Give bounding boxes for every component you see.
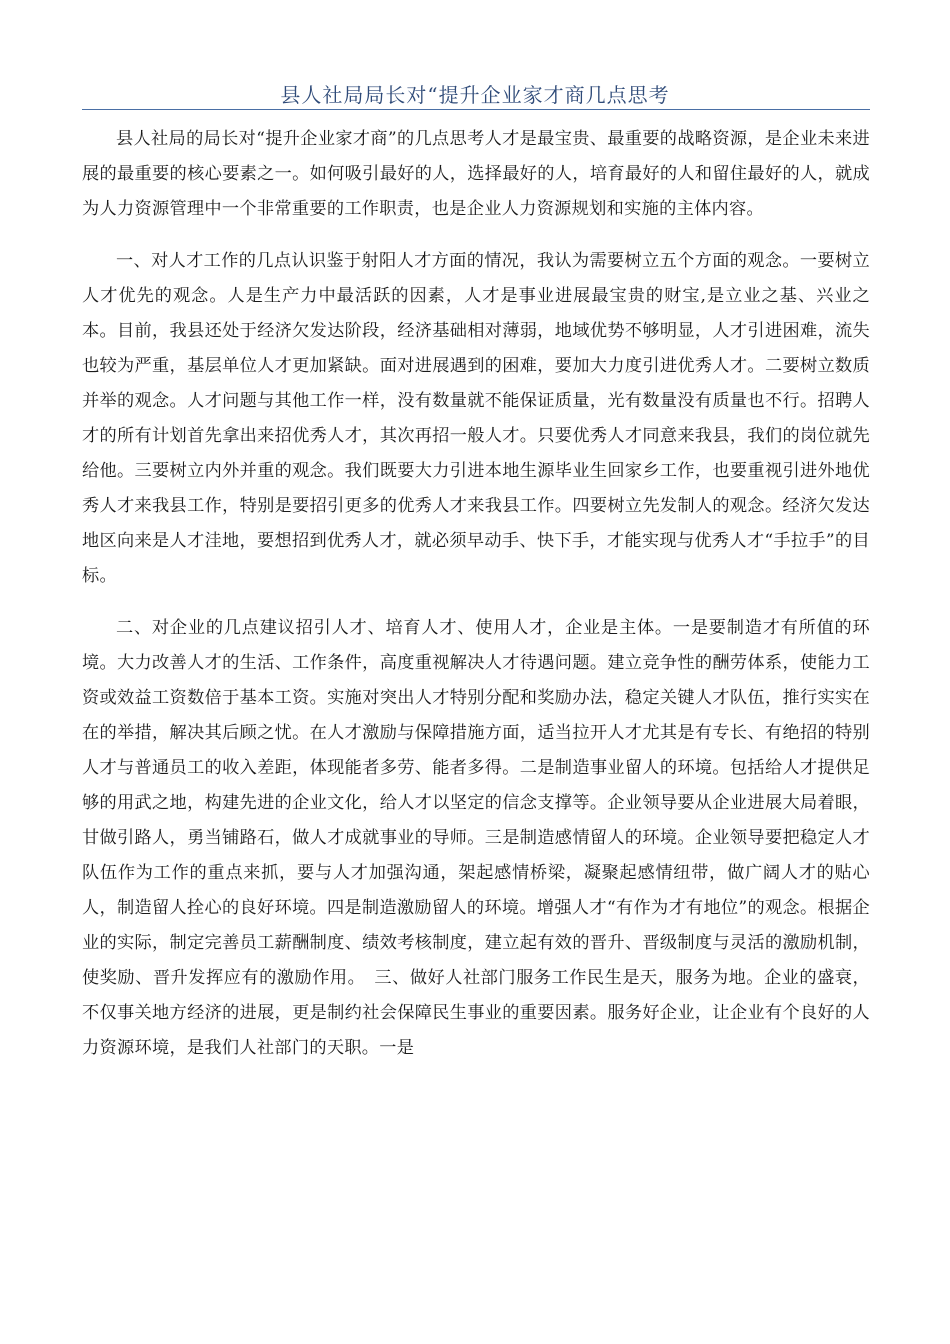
paragraph-intro: 县人社局的局长对“提升企业家才商”的几点思考人才是最宝贵、最重要的战略资源，是企业未来进展的最重要的核心要素之一。如何吸引最好的人，选择最好的人，培育最好的人和留住最好的人，就成为人力资源管理中一个非常重要的工作职责，也是企业人力资源规划和实施的主体内容。 bbox=[82, 129, 870, 219]
document-body bbox=[82, 122, 870, 1083]
document-title: 县人社局局长对“提升企业家才商几点思考 bbox=[280, 83, 670, 107]
paragraph-section-one: 一、对人才工作的几点认识鉴于射阳人才方面的情况，我认为需要树立五个方面的观念。一要树立人才优先的观念。人是生产力中最活跃的因素，人才是事业进展最宝贵的财宝,是立业之基、兴业之本。目前，我县还处于经济欠发达阶段，经济基础相对薄弱，地域优势不够明显，人才引进困难，流失也较为严重，基层单位人才更加紧缺。面对进展遇到的困难，要加大力度引进优秀人才。二要树立数质并举的观念。人才问题与其他工作一样，没有数量就不能保证质量，光有数量没有质量也不行。招聘人才的所有计划首先拿出来招优秀人才，其次再招一般人才。只要优秀人才同意来我县，我们的岗位就先给他。三要树立内外并重的观念。我们既要大力引进本地生源毕业生回家乡工作，也要重视引进外地优秀人才来我县工作，特别是要招引更多的优秀人才来我县工作。四要树立先发制人的观念。经济欠发达地区向来是人才洼地，要想招到优秀人才，就必须早动手、快下手，才能实现与优秀人才“手拉手”的目标。 bbox=[82, 251, 870, 586]
paragraph-section-two: 二、对企业的几点建议招引人才、培育人才、使用人才，企业是主体。一是要制造才有所值的环境。大力改善人才的生活、工作条件，高度重视解决人才待遇问题。建立竞争性的酬劳体系，使能力工资或效益工资数倍于基本工资。实施对突出人才特别分配和奖励办法，稳定关键人才队伍，推行实实在在的举措，解决其后顾之忧。在人才激励与保障措施方面，适当拉开人才尤其是有专长、有绝招的特别人才与普通员工的收入差距，体现能者多劳、能者多得。二是制造事业留人的环境。包括给人才提供足够的用武之地，构建先进的企业文化，给人才以坚定的信念支撑等。企业领导要从企业进展大局着眼，甘做引路人，勇当铺路石，做人才成就事业的导师。三是制造感情留人的环境。企业领导要把稳定人才队伍作为工作的重点来抓，要与人才加强沟通，架起感情桥梁，凝聚起感情纽带，做广阔人才的贴心人，制造留人拴心的良好环境。四是制造激励留人的环境。增强人才“有作为才有地位”的观念。根据企业的实际，制定完善员工薪酬制度、绩效考核制度，建立起有效的晋升、晋级制度与灵活的激励机制，使奖励、晋升发挥应有的激励作用。 三、做好人社部门服务工作民生是天，服务为地。企业的盛衰，不仅事关地方经济的进展，更是制约社会保障民生事业的重要因素。服务好企业，让企业有个良好的人力资源环境，是我们人社部门的天职。一是 bbox=[82, 618, 870, 1058]
title-underline bbox=[82, 109, 870, 110]
